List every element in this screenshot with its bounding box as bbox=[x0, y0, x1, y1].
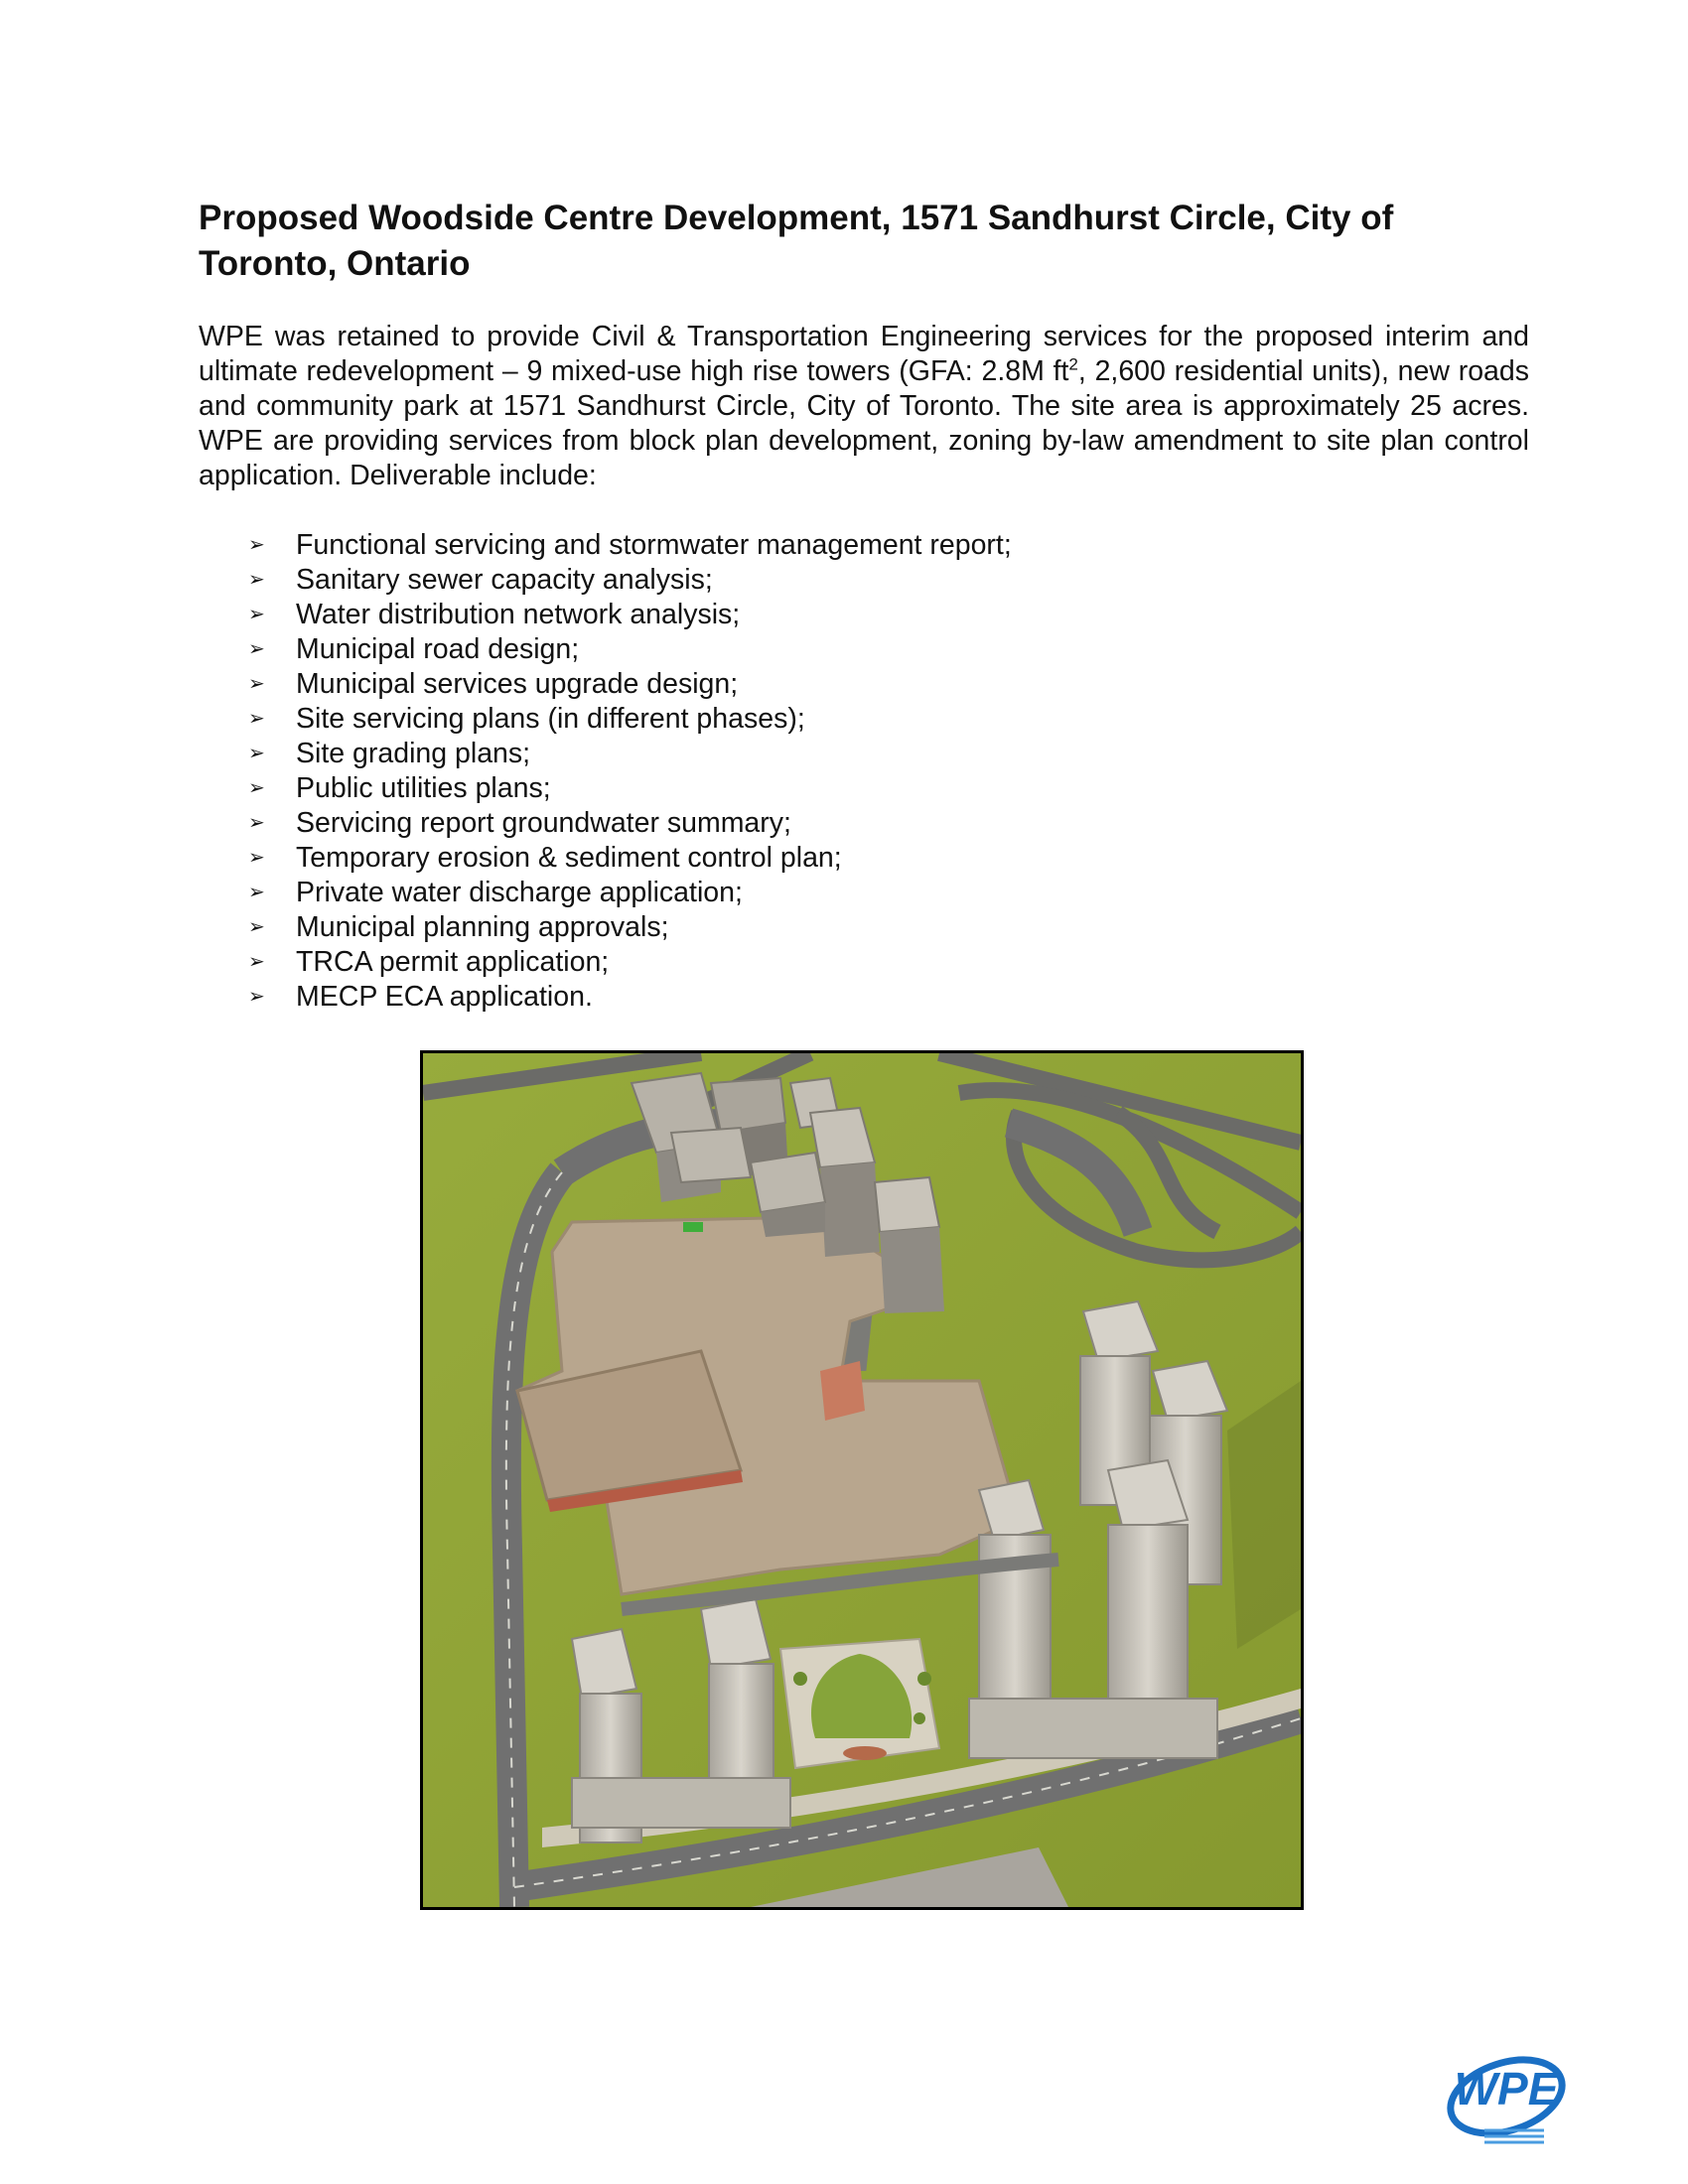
list-item-text: Sanitary sewer capacity analysis; bbox=[296, 564, 713, 596]
arrowhead-bullet-icon: ➢ bbox=[248, 847, 265, 869]
list-item bbox=[248, 771, 1012, 806]
intro-text-part-1: WPE was retained to provide Civil & Transportation Engineering services for the proposed interim and ultimate redevelopment – 9 mixed-use high rise towers (GFA: 2.8M ft bbox=[199, 321, 1529, 387]
list-item-text: Water distribution network analysis; bbox=[296, 599, 741, 630]
arrowhead-bullet-icon: ➢ bbox=[248, 916, 265, 938]
intro-text-part-2: , 2,600 residential units), new roads and community park at 1571 Sandhurst Circle, City of Toronto. The site area is approximately 25 acres. WPE are providing services from block plan development, zoning by-law amendment to site plan control application. Deliverable include: bbox=[199, 355, 1529, 491]
arrowhead-bullet-icon: ➢ bbox=[248, 604, 265, 625]
list-item bbox=[248, 910, 1012, 945]
arrowhead-bullet-icon: ➢ bbox=[248, 812, 265, 834]
list-item-text: Temporary erosion & sediment control plan; bbox=[296, 842, 842, 874]
list-item bbox=[248, 737, 1012, 771]
list-item-text: Municipal services upgrade design; bbox=[296, 668, 739, 700]
wpe-logo-icon bbox=[1445, 2035, 1574, 2144]
list-item-text: Public utilities plans; bbox=[296, 772, 551, 804]
list-item-text: Servicing report groundwater summary; bbox=[296, 807, 791, 839]
list-item bbox=[248, 980, 1012, 1015]
arrowhead-bullet-icon: ➢ bbox=[248, 569, 265, 591]
logo-text: WPE bbox=[1454, 2063, 1559, 2115]
list-item-text: Municipal road design; bbox=[296, 633, 580, 665]
arrowhead-bullet-icon: ➢ bbox=[248, 673, 265, 695]
page-title: Proposed Woodside Centre Development, 1571 Sandhurst Circle, City of Toronto, Ontario bbox=[199, 199, 1394, 283]
deliverables-list bbox=[248, 528, 1012, 1015]
arrowhead-bullet-icon: ➢ bbox=[248, 986, 265, 1008]
list-item-text: Municipal planning approvals; bbox=[296, 911, 669, 943]
mall-accent bbox=[820, 1361, 865, 1421]
wpe-logo bbox=[1445, 2035, 1574, 2144]
green-marker bbox=[683, 1222, 703, 1232]
arrowhead-bullet-icon: ➢ bbox=[248, 777, 265, 799]
aerial-site-rendering-image bbox=[423, 1053, 1301, 1907]
list-item bbox=[248, 841, 1012, 876]
arrowhead-bullet-icon: ➢ bbox=[248, 743, 265, 764]
arrowhead-bullet-icon: ➢ bbox=[248, 882, 265, 903]
list-item bbox=[248, 945, 1012, 980]
list-item bbox=[248, 702, 1012, 737]
list-item bbox=[248, 632, 1012, 667]
list-item-text: Site grading plans; bbox=[296, 738, 531, 769]
list-item-text: TRCA permit application; bbox=[296, 946, 610, 978]
list-item bbox=[248, 806, 1012, 841]
arrowhead-bullet-icon: ➢ bbox=[248, 638, 265, 660]
list-item bbox=[248, 528, 1012, 563]
arrowhead-bullet-icon: ➢ bbox=[248, 708, 265, 730]
list-item-text: MECP ECA application. bbox=[296, 981, 593, 1013]
list-item bbox=[248, 876, 1012, 910]
aerial-site-rendering bbox=[420, 1050, 1304, 1910]
arrowhead-bullet-icon: ➢ bbox=[248, 534, 265, 556]
community-park bbox=[780, 1639, 939, 1768]
list-item bbox=[248, 563, 1012, 598]
list-item bbox=[248, 598, 1012, 632]
list-item bbox=[248, 667, 1012, 702]
list-item-text: Private water discharge application; bbox=[296, 877, 743, 908]
superscript-2: 2 bbox=[1068, 354, 1078, 374]
intro-paragraph bbox=[199, 320, 1529, 493]
list-item-text: Site servicing plans (in different phases); bbox=[296, 703, 805, 735]
arrowhead-bullet-icon: ➢ bbox=[248, 951, 265, 973]
list-item-text: Functional servicing and stormwater management report; bbox=[296, 529, 1012, 561]
